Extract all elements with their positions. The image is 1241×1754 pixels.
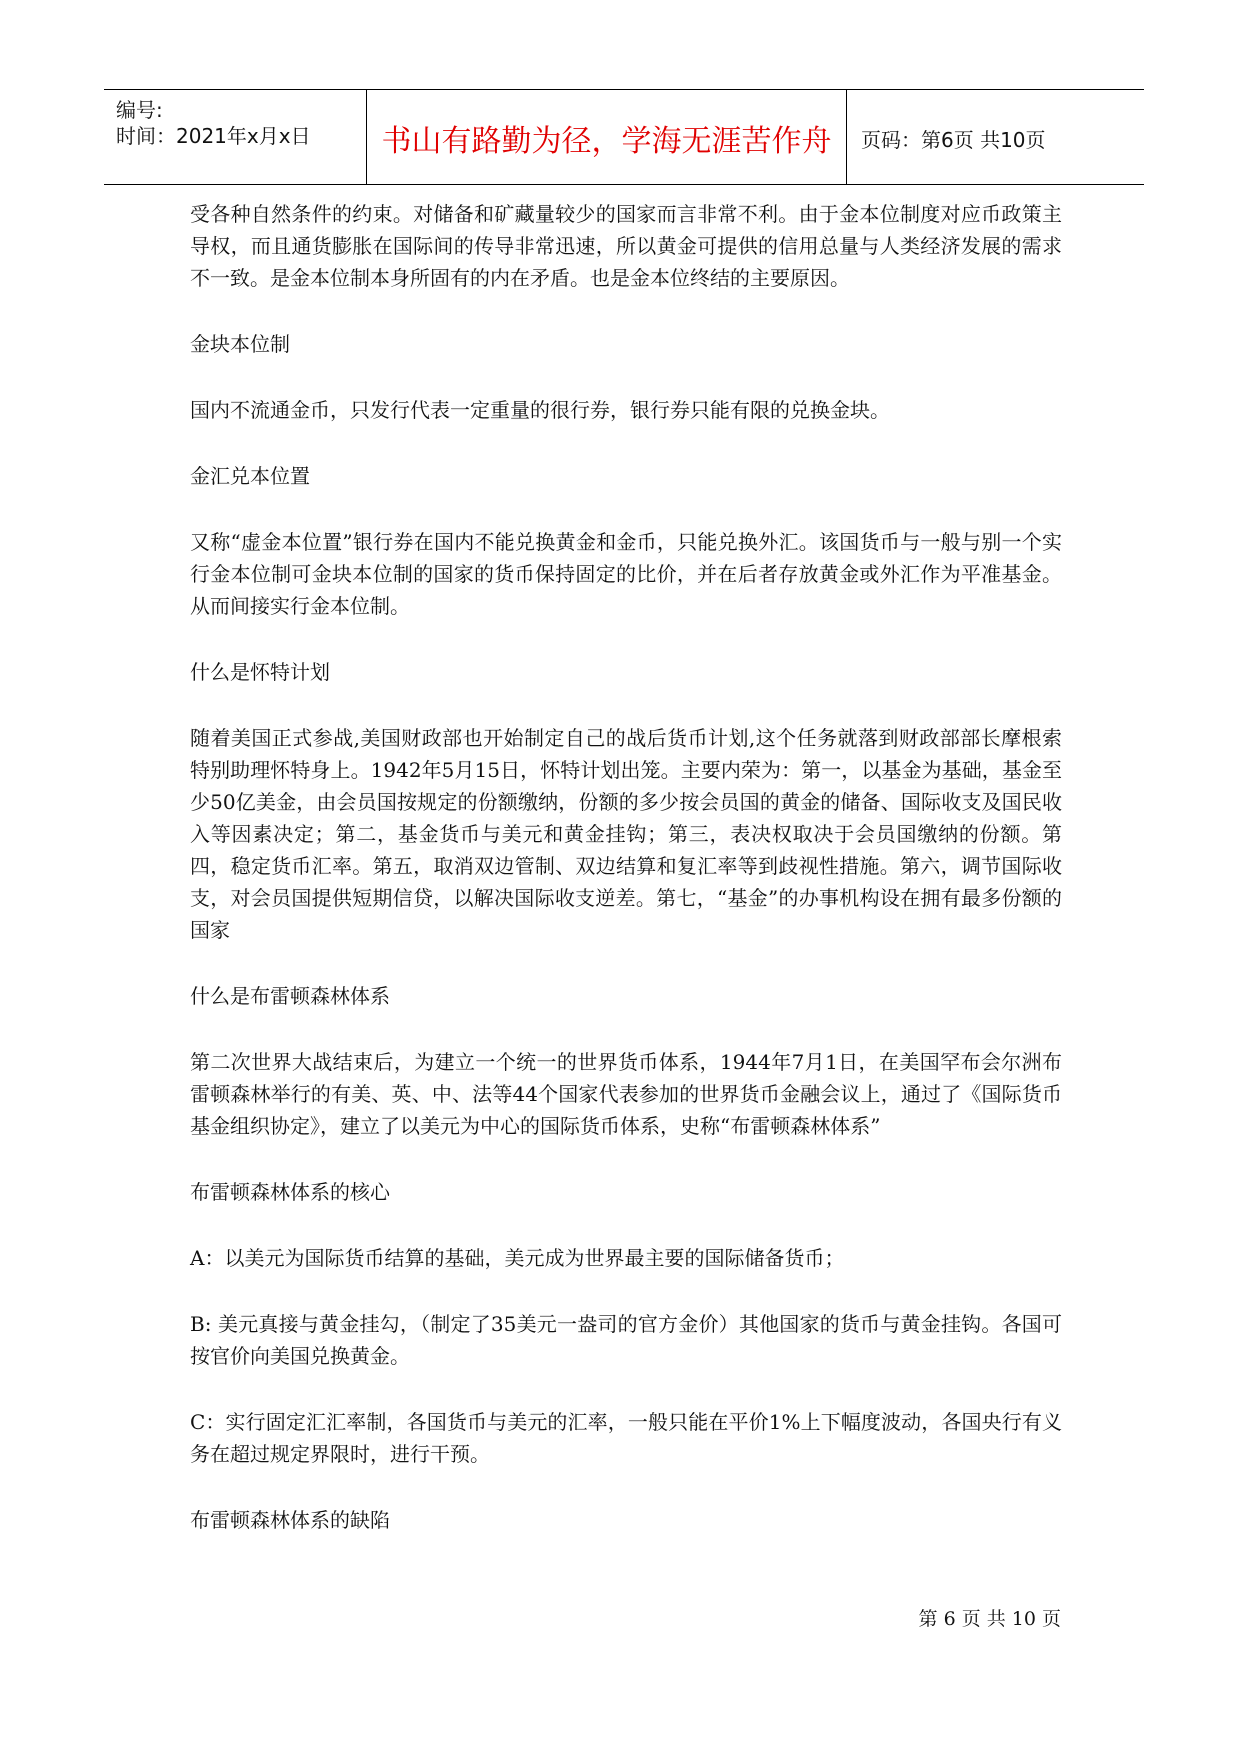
paragraph-core-a: A：以美元为国际货币结算的基础，美元成为世界最主要的国际储备货币； — [190, 1246, 845, 1270]
page-header — [104, 89, 1144, 185]
heading-gold-exchange-standard: 金汇兑本位置 — [190, 464, 310, 488]
header-middle-cell — [367, 90, 847, 184]
heading-bretton-woods-core: 布雷顿森林体系的核心 — [190, 1180, 390, 1204]
heading-gold-bullion-standard: 金块本位制 — [190, 332, 290, 356]
header-right-cell — [847, 90, 1144, 184]
time-label: 时间：2021年x月x日 — [116, 124, 311, 148]
document-body — [190, 198, 1062, 1536]
serial-label: 编号: — [116, 98, 163, 122]
page-footer-number: 第 6 页 共 10 页 — [918, 1608, 1061, 1630]
paragraph-bretton-woods: 第二次世界大战结束后，为建立一个统一的世界货币体系，1944年7月1日，在美国罕布会尔洲布雷顿森林举行的有美、英、中、法等44个国家代表参加的世界货币金融会议上，通过了《国际货币基金组织协定》，建立了以美元为中心的国际货币体系，史称“布雷顿森林体系” — [190, 1050, 1062, 1138]
heading-bretton-woods: 什么是布雷顿森林体系 — [190, 984, 390, 1008]
heading-bretton-woods-defects: 布雷顿森林体系的缺陷 — [190, 1508, 390, 1532]
header-left-cell — [104, 90, 367, 184]
header-slogan: 书山有路勤为径，学海无涯苦作舟 — [381, 124, 832, 159]
paragraph-white-plan: 随着美国正式参战,美国财政部也开始制定自己的战后货币计划,这个任务就落到财政部部长摩根索特别助理怀特身上。1942年5月15日，怀特计划出笼。主要内荣为：第一，以基金为基础，基金至少50亿美金，由会员国按规定的份额缴纳，份额的多少按会员国的黄金的储备、国际收支及国民收入等因素决定；第二，基金货币与美元和黄金挂钩；第三，表决权取决于会员国缴纳的份额。第四，稳定货币汇率。第五，取消双边管制、双边结算和复汇率等到歧视性措施。第六，调节国际收支，对会员国提供短期信贷，以解决国际收支逆差。第七，“基金”的办事机构设在拥有最多份额的国家 — [190, 726, 1062, 942]
paragraph-gold-exchange-standard: 又称“虚金本位置”银行券在国内不能兑换黄金和金币，只能兑换外汇。该国货币与一般与别一个实行金本位制可金块本位制的国家的货币保持固定的比价，并在后者存放黄金或外汇作为平准基金。从而间接实行金本位制。 — [190, 530, 1062, 618]
paragraph-core-c: C：实行固定汇汇率制，各国货币与美元的汇率，一般只能在平价1%上下幅度波动，各国央行有义务在超过规定界限时，进行干预。 — [190, 1410, 1062, 1466]
paragraph-gold-bullion-standard: 国内不流通金币，只发行代表一定重量的很行券，银行券只能有限的兑换金块。 — [190, 398, 890, 422]
header-page-code: 页码：第6页 共10页 — [861, 128, 1046, 152]
heading-white-plan: 什么是怀特计划 — [190, 660, 330, 684]
paragraph-gold-standard-constraints: 受各种自然条件的约束。对储备和矿藏量较少的国家而言非常不利。由于金本位制度对应币政策主导权，而且通货膨胀在国际间的传导非常迅速，所以黄金可提供的信用总量与人类经济发展的需求不一致。是金本位制本身所固有的内在矛盾。也是金本位终结的主要原因。 — [190, 202, 1062, 290]
paragraph-core-b: B: 美元真接与黄金挂勾，（制定了35美元一盎司的官方金价）其他国家的货币与黄金挂钩。各国可按官价向美国兑换黄金。 — [190, 1312, 1062, 1368]
